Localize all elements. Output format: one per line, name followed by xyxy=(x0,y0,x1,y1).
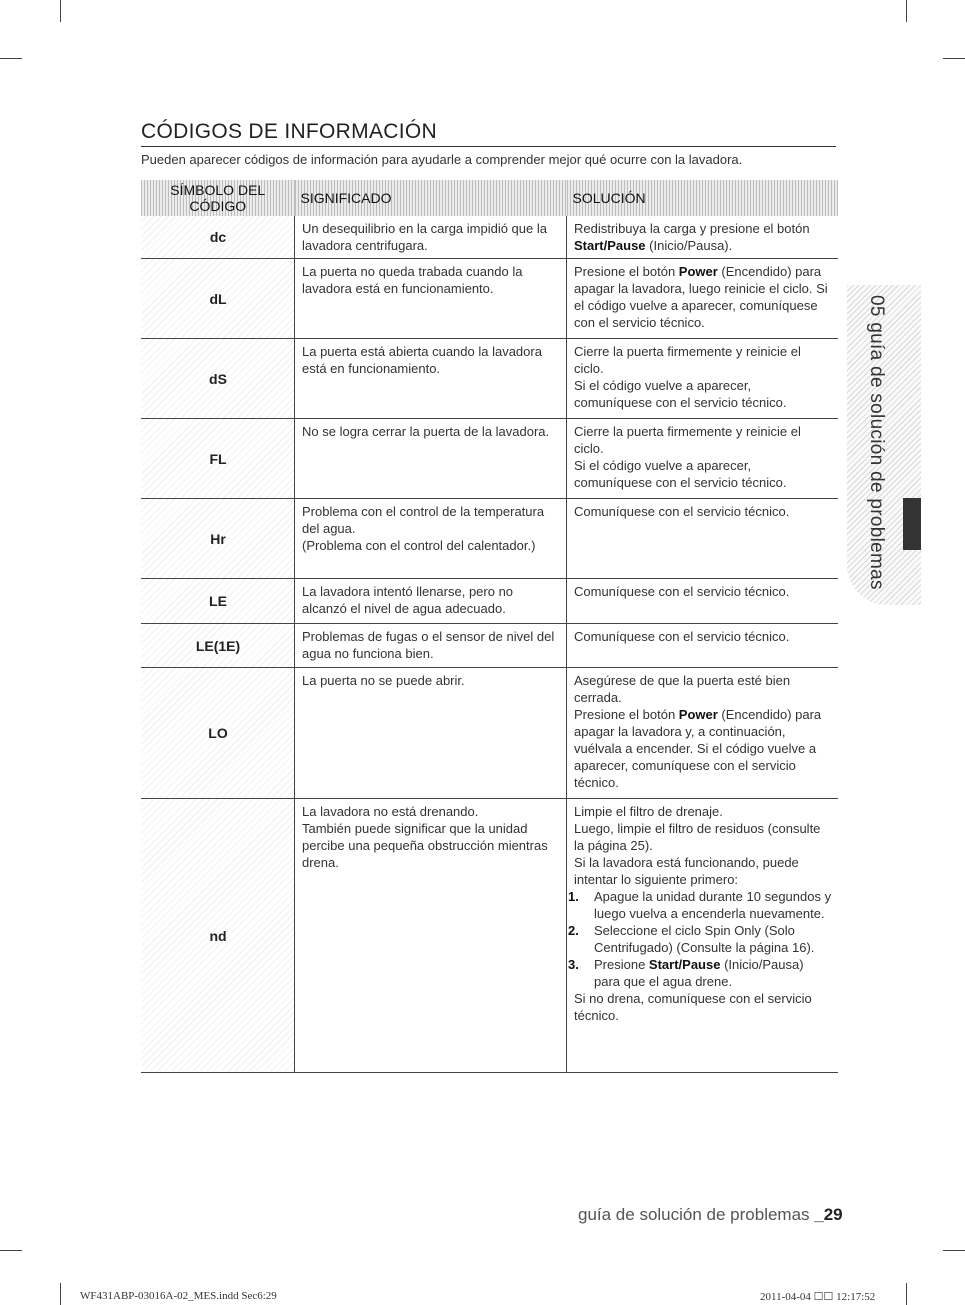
table-row xyxy=(141,418,838,498)
list-item xyxy=(568,922,832,956)
table-row xyxy=(141,216,838,258)
code-cell: LO xyxy=(141,667,295,798)
button-name: Power xyxy=(678,263,718,279)
page-title: CÓDIGOS DE INFORMACIÓN xyxy=(141,120,836,147)
solution-text: Si el código vuelve a aparecer, comuníquese con el servicio técnico. xyxy=(574,377,787,410)
list-item xyxy=(568,956,832,990)
solution-text: Presione el botón xyxy=(574,263,679,279)
intro-text: Pueden aparecer códigos de información para ayudarle a comprender mejor qué ocurre con la lavadora. xyxy=(141,152,743,167)
chapter-side-tab xyxy=(847,285,921,605)
table-header-row xyxy=(141,180,838,216)
meaning-cell: La puerta no se puede abrir. xyxy=(295,667,567,798)
solution-cell xyxy=(567,216,839,258)
steps-list xyxy=(568,888,832,990)
meaning-cell: Problemas de fugas o el sensor de nivel del agua no funciona bien. xyxy=(295,623,567,667)
step-text: Apague la unidad durante 10 segundos y luego vuelva a encenderla nuevamente. xyxy=(594,888,832,921)
crop-mark xyxy=(0,1250,22,1251)
code-cell: dc xyxy=(141,216,295,258)
header-code-line1: SÍMBOLO DEL xyxy=(170,182,266,198)
meaning-cell: Un desequilibrio en la carga impidió que la lavadora centrifugara. xyxy=(295,216,567,258)
solution-cell xyxy=(567,418,839,498)
page-number: _29 xyxy=(814,1205,843,1224)
step-text: (Inicio/Pausa) para que el agua drene. xyxy=(594,956,804,989)
solution-text: Cierre la puerta firmemente y reinicie el ciclo. xyxy=(574,343,801,376)
solution-text: (Encendido) para apagar la lavadora y, a continuación, vuélvala a encender. Si el código vuelve a aparecer, comuníquese con el servicio técnico. xyxy=(574,706,822,790)
print-date-info: 2011-04-04 ☐☐ 12:17:52 xyxy=(760,1291,876,1303)
table-row xyxy=(141,798,838,1072)
crop-mark xyxy=(0,58,22,59)
solution-text: Luego, limpie el filtro de residuos (consulte la página 25). xyxy=(574,820,821,853)
code-cell: dL xyxy=(141,258,295,338)
code-cell: LE xyxy=(141,578,295,623)
button-name: Start/Pause xyxy=(648,956,721,972)
solution-cell xyxy=(567,798,839,1072)
solution-cell: Comuníquese con el servicio técnico. xyxy=(567,578,839,623)
solution-text: (Inicio/Pausa). xyxy=(645,238,733,253)
solution-cell xyxy=(567,667,839,798)
meaning-cell: La lavadora intentó llenarse, pero no alcanzó el nivel de agua adecuado. xyxy=(295,578,567,623)
table-row xyxy=(141,578,838,623)
print-file-info: WF431ABP-03016A-02_MES.indd Sec6:29 xyxy=(80,1290,277,1302)
page-footer xyxy=(578,1205,843,1225)
table-row xyxy=(141,258,838,338)
button-name: Start/Pause xyxy=(574,238,646,253)
info-codes-table xyxy=(141,180,838,1073)
code-cell: dS xyxy=(141,338,295,418)
list-item xyxy=(568,888,832,922)
table-row xyxy=(141,498,838,578)
meaning-text: Problema con el control de la temperatura del agua. xyxy=(302,503,545,536)
meaning-cell: No se logra cerrar la puerta de la lavadora. xyxy=(295,418,567,498)
chapter-marker xyxy=(903,498,921,550)
solution-cell xyxy=(567,258,839,338)
crop-mark xyxy=(60,1283,61,1305)
meaning-cell: La puerta no queda trabada cuando la lavadora está en funcionamiento. xyxy=(295,258,567,338)
step-number: 3. xyxy=(568,956,579,972)
crop-mark xyxy=(60,0,61,22)
meaning-text: La lavadora no está drenando. xyxy=(302,803,479,819)
crop-mark xyxy=(943,58,965,59)
step-number: 2. xyxy=(568,922,579,938)
meaning-cell xyxy=(295,498,567,578)
crop-mark xyxy=(906,0,907,22)
code-cell: nd xyxy=(141,798,295,1072)
table-row xyxy=(141,338,838,418)
solution-text: (Encendido) para apagar la lavadora, luego reinicie el ciclo. Si el código vuelve a aparecer, comuníquese con el servicio técnico. xyxy=(574,263,828,330)
header-solution: SOLUCIÓN xyxy=(567,180,839,216)
solution-cell xyxy=(567,338,839,418)
chapter-label: 05 guía de solución de problemas xyxy=(866,295,887,590)
solution-text: Cierre la puerta firmemente y reinicie el ciclo. xyxy=(574,423,801,456)
step-number: 1. xyxy=(568,888,579,904)
code-cell: FL xyxy=(141,418,295,498)
solution-text xyxy=(574,706,832,791)
step-text: Seleccione el ciclo Spin Only (Solo Centrifugado) (Consulte la página 16). xyxy=(594,922,815,955)
footer-section: guía de solución de problemas xyxy=(578,1205,815,1224)
crop-mark xyxy=(943,1250,965,1251)
table-row xyxy=(141,667,838,798)
step-text: Presione xyxy=(594,956,649,972)
table-row xyxy=(141,623,838,667)
solution-text: Si la lavadora está funcionando, puede intentar lo siguiente primero: xyxy=(574,854,799,887)
solution-cell: Comuníquese con el servicio técnico. xyxy=(567,623,839,667)
meaning-cell xyxy=(295,798,567,1072)
meaning-cell: La puerta está abierta cuando la lavadora está en funcionamiento. xyxy=(295,338,567,418)
button-name: Power xyxy=(678,706,718,722)
header-meaning: SIGNIFICADO xyxy=(295,180,567,216)
solution-text: Asegúrese de que la puerta esté bien cerrada. xyxy=(574,672,791,705)
solution-text: Presione el botón xyxy=(574,706,679,722)
crop-mark xyxy=(906,1283,907,1305)
meaning-text: (Problema con el control del calentador.) xyxy=(302,537,536,553)
solution-text: Limpie el filtro de drenaje. xyxy=(574,803,723,819)
meaning-text: También puede significar que la unidad percibe una pequeña obstrucción mientras drena. xyxy=(302,820,548,870)
solution-text: Redistribuya la carga y presione el botón xyxy=(574,221,810,236)
code-cell: LE(1E) xyxy=(141,623,295,667)
solution-cell: Comuníquese con el servicio técnico. xyxy=(567,498,839,578)
header-code-line2: CÓDIGO xyxy=(189,198,247,214)
header-code xyxy=(141,180,295,216)
solution-text: Si no drena, comuníquese con el servicio técnico. xyxy=(574,990,812,1023)
solution-text: Si el código vuelve a aparecer, comuníquese con el servicio técnico. xyxy=(574,457,787,490)
code-cell: Hr xyxy=(141,498,295,578)
